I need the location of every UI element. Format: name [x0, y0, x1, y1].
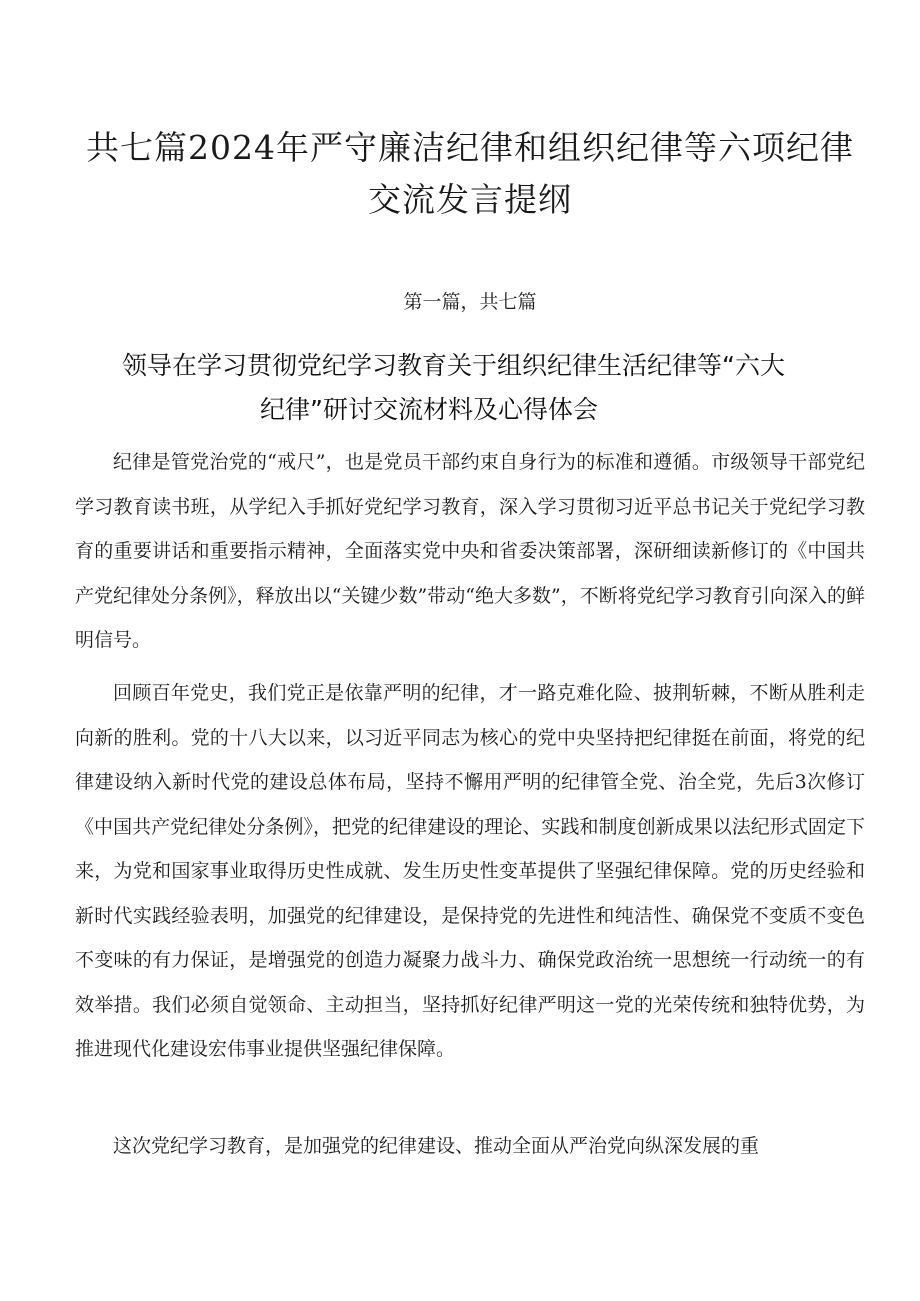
article-title	[100, 344, 880, 432]
document-title	[60, 122, 880, 226]
section-heading: 第一篇，共七篇	[403, 291, 537, 313]
document-title-line-2: 交流发言提纲	[368, 180, 572, 219]
article-title-line-1: 领导在学习贯彻党纪学习教育关于组织纪律生活纪律等“六大	[122, 351, 785, 380]
article-title-line-2: 纪律”研讨交流材料及心得体会	[260, 395, 598, 424]
body-paragraph-1: 纪律是管党治党的“戒尺”，也是党员干部约束自身行为的标准和遵循。市级领导干部党纪学习教育读书班，从学纪入手抓好党纪学习教育，深入学习贯彻习近平总书记关于党纪学习教育的重要讲话和重要指示精神，全面落实党中央和省委决策部署，深研细读新修订的《中国共产党纪律处分条例》，释放出以“关键少数”带动“绝大多数”，不断将党纪学习教育引向深入的鲜明信号。	[75, 451, 865, 651]
body-paragraph-2: 回顾百年党史，我们党正是依靠严明的纪律，才一路克难化险、披荆斩棘，不断从胜利走向新的胜利。党的十八大以来，以习近平同志为核心的党中央坚持把纪律挺在前面，将党的纪律建设纳入新时代党的建设总体布局，坚持不懈用严明的纪律管全党、治全党，先后3次修订《中国共产党纪律处分条例》，把党的纪律建设的理论、实践和制度创新成果以法纪形式固定下来，为党和国家事业取得历史性成就、发生历史性变革提供了坚强纪律保障。党的历史经验和新时代实践经验表明，加强党的纪律建设，是保持党的先进性和纯洁性、确保党不变质不变色不变味的有力保证，是增强党的创造力凝聚力战斗力、确保党政治统一思想统一行动统一的有效举措。我们必须自觉领命、主动担当，坚持抓好纪律严明这一党的光荣传统和独特优势，为推进现代化建设宏伟事业提供坚强纪律保障。	[75, 682, 865, 1060]
body-paragraph-3: 这次党纪学习教育，是加强党的纪律建设、推动全面从严治党向纵深发展的重	[113, 1135, 760, 1157]
document-title-line-1: 共七篇2024年严守廉洁纪律和组织纪律等六项纪律	[86, 128, 854, 167]
